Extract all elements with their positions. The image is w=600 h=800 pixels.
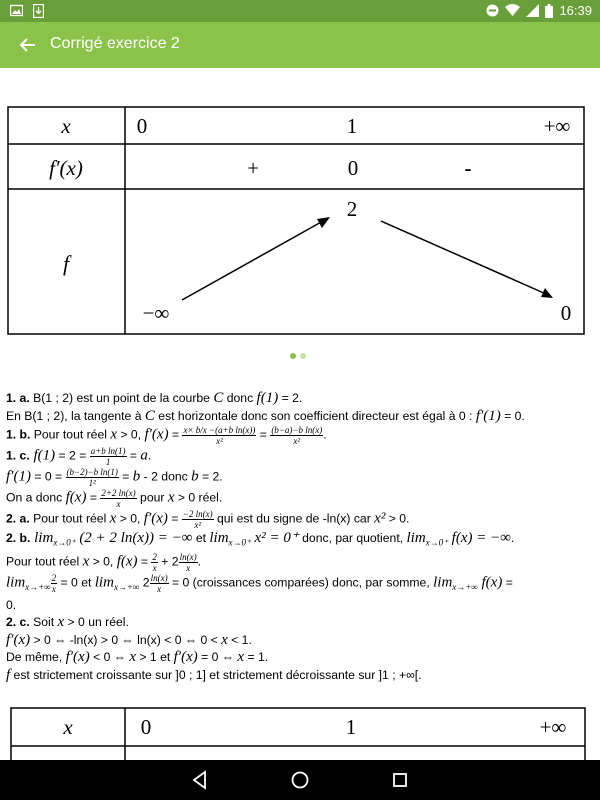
line-2b: 2. b. $\lim_{x\to 0^+} (2 + 2$ ln(x)) = −∞ et $\lim_{x\to 0^+} x^2 = 0^+$ donc, par quotient, $\lim_{x\to 0^+} f(x)$ = −∞. [6, 530, 515, 548]
increasing-arrow [182, 221, 323, 300]
nav-home-icon[interactable] [290, 770, 310, 790]
table-x-label: x [61, 114, 71, 138]
app-bar [0, 22, 600, 68]
sign-zero: 0 [347, 156, 359, 180]
page-indicator [290, 353, 306, 359]
table2-x-value-inf: +∞ [539, 715, 567, 739]
nav-back-icon[interactable] [190, 770, 210, 790]
line-1a-tangent: En B(1 ; 2), la tangente à C est horizontale donc son coefficient directeur est égal à 0 : f′(1) = 0. [6, 407, 525, 424]
status-bar [0, 0, 600, 22]
line-2c-negative: De même, f′(x) < 0 ⇔ x > 1 et f′(x) = 0 ⇔ x = 1. [6, 649, 269, 666]
decreasing-arrow [381, 221, 546, 294]
line-2c-positive: f′(x) > 0 ⇔ -ln(x) > 0 ⇔ ln(x) < 0 ⇔ 0 < x < 1. [6, 631, 252, 648]
battery-icon [545, 4, 553, 18]
line-1a: 1. a. B(1 ; 2) est un point de la courbe C donc f(1) = 2. [6, 390, 303, 406]
line-2c-conclusion: f est strictement croissante sur ]0 ; 1] et strictement décroissante sur ]1 ; +∞[. [6, 666, 422, 683]
variation-table-2 [0, 706, 600, 760]
sign-minus: - [464, 156, 472, 180]
table-f-label: f [62, 251, 70, 276]
table-fprime-label: f′(x) [49, 156, 83, 180]
line-2a: 2. a. Pour tout réel x > 0, f′(x) = $\frac{-2 \ln(x)}{\text{x²}}$ qui est du signe de -ln(x) car x² > 0. [6, 509, 410, 530]
line-1b: 1. b. Pour tout réel x > 0, f′(x) = $\frac{\text{x× b/x −(a+b ln(x))}}{\text{x²}}$ = $\frac{\text{(b−a)−b ln(x)}}{\text{x²}}$ . [6, 425, 327, 446]
x-value-1: 1 [346, 114, 358, 138]
image-notification-icon [10, 4, 23, 17]
solution-text [6, 390, 596, 684]
download-notification-icon [33, 4, 44, 18]
sign-plus: + [247, 156, 259, 180]
signal-icon [526, 4, 539, 17]
back-arrow-icon[interactable] [16, 33, 40, 57]
content-area[interactable] [0, 68, 600, 760]
line-1c: 1. c. f(1) = 2 = $\frac{\text{a+b ln(1)}}{1}$ = a. [6, 446, 152, 467]
line-1c-conclusion: On a donc f(x) = $\frac{2+2 \ln(x)}{x}$ pour x > 0 réel. [6, 488, 223, 509]
x-value-0: 0 [136, 114, 148, 138]
table2-x-value-0: 0 [140, 715, 152, 739]
page-dot-active[interactable] [290, 353, 296, 359]
page-dot-inactive[interactable] [300, 353, 306, 359]
status-time: 16:39 [559, 3, 592, 18]
increasing-arrowhead [317, 217, 330, 228]
nav-recents-icon[interactable] [390, 770, 410, 790]
line-2c: 2. c. Soit x > 0 un réel. [6, 614, 129, 631]
do-not-disturb-icon [486, 4, 499, 17]
wifi-icon [505, 4, 520, 17]
line-2b-limit-inf: $\lim_{x\to+\infty}$ $\frac{2}{x}$ = 0 et $\lim_{x\to+\infty} 2$ $\frac{\ln(x)}{x}$ = 0 (croissances comparées) donc, par somme, $\lim_{x\to+\infty} f(x)$ = [6, 572, 513, 594]
table2-x-label: x [63, 715, 73, 739]
decreasing-arrowhead [541, 288, 553, 298]
table2-x-value-1: 1 [345, 715, 357, 739]
line-2b-end: 0. [6, 597, 17, 612]
f-value-minus-inf: −∞ [142, 301, 170, 325]
f-value-max: 2 [346, 197, 358, 221]
x-value-inf: +∞ [543, 114, 571, 138]
line-1c-b: f′(1) = 0 = $\frac{\text{(b−2)−b ln(1)}}{\text{1²}}$ = b - 2 donc b = 2. [6, 467, 223, 488]
page-title: Corrigé exercice 2 [50, 35, 180, 52]
line-2b-rewrite: Pour tout réel x > 0, f(x) = $\frac{2}{x}$ + 2 $\frac{\ln(x)}{x}$ . [6, 551, 201, 573]
variation-table [0, 68, 600, 338]
navigation-bar [0, 760, 600, 800]
f-value-zero: 0 [560, 301, 572, 325]
